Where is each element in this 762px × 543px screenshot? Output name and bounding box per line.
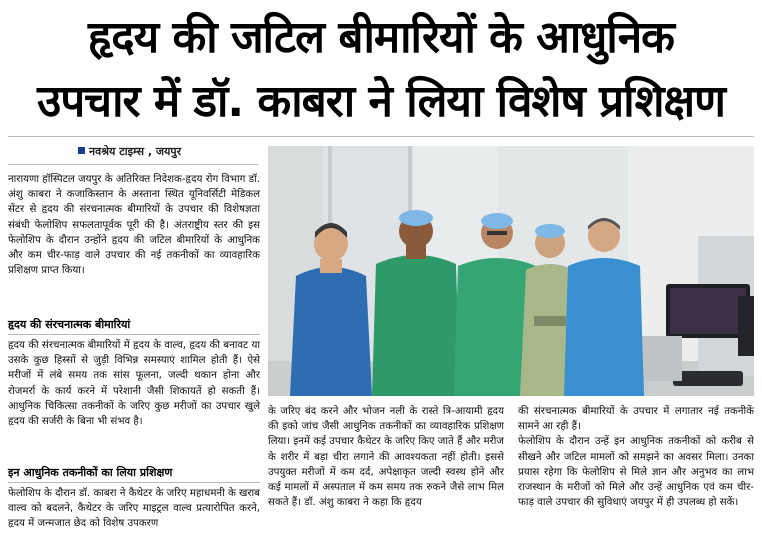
byline-square-icon — [78, 147, 85, 154]
section2-paragraph — [8, 486, 260, 532]
right-column-p2: फेलोशिप के दौरान उन्हें इन आधुनिक तकनीकों को करीब से सीखने और जटिल मामलों को समझने का अवसर मिला। उनका प्रयास रहेगा कि फेलोशिप से मिले ज्ञान और अनुभव का लाभ राजस्थान के मरीजों को मिले और उन्हें आधुनिक एवं कम चीर-फाड़ वाले उपचार की सुविधाएं जयपुर में ही उपलब्ध हो सकें। — [518, 436, 754, 509]
group-photo-illustration — [268, 146, 754, 396]
section1-heading: हृदय की संरचनात्मक बीमारियां — [8, 318, 131, 331]
middle-column-text: के जरिए बंद करने और भोजन नली के रास्ते त्रि-आयामी हृदय की इको जांच जैसी आधुनिक तकनीकों का व्यावहारिक प्रशिक्षण लिया। इनमें कई उपचार कैथेटर के जरिए किए जाते हैं और मरीज के शरीर में बड़ा चीरा लगाने की आवश्यकता नहीं होती। इससे उपयुक्त मरीजों में कम दर्द, अपेक्षाकृत जल्दी स्वस्थ होने और कई मामलों में अस्पताल में कम समय तक रुकने जैसे लाभ मिल सकते हैं। डॉ. अंशु काबरा ने कहा कि हृदय — [268, 406, 504, 509]
intro-text: नारायणा हॉस्पिटल जयपुर के अतिरिक्त निदेशक-हृदय रोग विभाग डॉ. अंशु काबरा ने कजाकिस्तान के अस्ताना स्थित यूनिवर्सिटी मेडिकल सेंटर से हृदय की संरचनात्मक बीमारियों के उपचार की विशेषज्ञता संबंधी फेलोशिप सफलतापूर्वक पूरी की है। अंतराष्ट्रीय स्तर की इस फेलोशिप के दौरान उन्होंने हृदय की जटिल बीमारियों के आधुनिक और कम चीर-फाड़ वाले उपचार की नई तकनीकों का व्यावहारिक प्रशिक्षण प्राप्त किया। — [8, 174, 260, 277]
section2-heading: इन आधुनिक तकनीकों का लिया प्रशिक्षण — [8, 466, 173, 479]
section2-text: फेलोशिप के दौरान डॉ. काबरा ने कैथेटर के जरिए महाधमनी के खराब वाल्व को बदलने, कैथेटर के जरिए माइट्रल वाल्व प्रत्यारोपित करने, हृदय में जन्मजात छेद को विशेष उपकरण — [8, 488, 260, 530]
right-column — [518, 404, 754, 510]
headline-line-1: हृदय की जटिल बीमारियों के आधुनिक — [88, 12, 674, 63]
headline-line-2: उपचार में डॉ. काबरा ने लिया विशेष प्रशिक्षण — [37, 76, 725, 127]
byline-text: नवश्रेय टाइम्स , जयपुर — [89, 145, 182, 158]
middle-column — [268, 404, 504, 510]
group-photo — [268, 146, 754, 396]
headline-divider — [8, 136, 754, 137]
byline-divider — [8, 164, 258, 165]
byline — [78, 144, 181, 159]
section1-divider — [8, 334, 260, 335]
section2-divider — [8, 482, 260, 483]
section1-text: हृदय की संरचनात्मक बीमारियों में हृदय के वाल्व, हृदय की बनावट या उसके कुछ हिस्सों से जुड़ी विभिन्न समस्याएं शामिल होती हैं। ऐसे मरीजों में लंबे समय तक सांस फूलना, जल्दी थकान होना और रोजमर्रा के कार्य करने में परेशानी जैसी शिकायतें हो सकती हैं। आधुनिक चिकित्सा तकनीकों के जरिए कुछ मरीजों का उपचार खुले हृदय की सर्जरी के बिना भी संभव है। — [8, 340, 260, 428]
intro-paragraph — [8, 172, 260, 278]
right-column-p1: की संरचनात्मक बीमारियों के उपचार में लगातार नई तकनीकें सामने आ रही हैं। — [518, 406, 754, 433]
section1-paragraph — [8, 338, 260, 429]
